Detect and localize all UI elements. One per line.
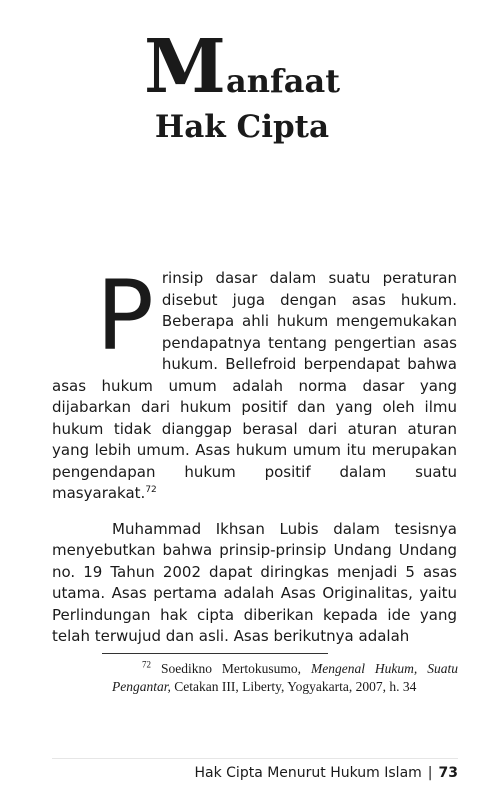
footnote-details: Cetakan III, Liberty, Yogyakarta, 2007, h. 34 bbox=[174, 679, 417, 694]
footnote bbox=[112, 660, 458, 696]
footnote-number: 72 bbox=[142, 659, 151, 670]
footer-divider bbox=[52, 758, 458, 759]
footnote-author: Soedikno Mertokusumo, bbox=[160, 661, 302, 676]
paragraph-1 bbox=[52, 260, 457, 505]
title-initial: M bbox=[144, 24, 226, 110]
page-footer bbox=[194, 764, 458, 782]
chapter-title-line2: Hak Cipta bbox=[154, 109, 330, 145]
drop-cap: P bbox=[96, 260, 154, 372]
page-number: 73 bbox=[438, 765, 458, 781]
footer-separator: | bbox=[427, 765, 433, 781]
running-title: Hak Cipta Menurut Hukum Islam bbox=[194, 765, 422, 781]
footnote-book-title: Mengenal Hukum, Suatu Pengantar, bbox=[112, 661, 458, 694]
paragraph-2: Muhammad Ikhsan Lubis dalam tesisnya menyebutkan bahwa prinsip-prinsip Undang Undang no. 19 Tahun 2002 dapat diringkas menjadi 5 asas utama. Asas pertama adalah Asas Originalitas, yaitu Perlindungan hak cipta diberikan kepada ide yang telah terwujud dan asli. Asas berikutnya adalah bbox=[52, 519, 457, 645]
paragraph-1-text: rinsip dasar dalam suatu peraturan disebut juga dengan asas hukum. Beberapa ahli hukum mengemukakan pendapatnya tentang pengertian asas hukum. Bellefroid berpendapat bahwa asas hukum umum adalah norma dasar yang dijabarkan dari hukum positif dan yang oleh ilmu hukum tidak dianggap berasal dari aturan aturan yang lebih umum. Asas hukum umum itu merupakan pengendapan hukum positif dalam suatu masyarakat. bbox=[52, 269, 457, 502]
body-text bbox=[52, 260, 457, 648]
footnote-divider bbox=[102, 653, 328, 654]
title-word-rest: anfaat bbox=[225, 62, 340, 100]
chapter-title-line1 bbox=[0, 24, 484, 110]
footnote-reference: 72 bbox=[145, 485, 157, 495]
